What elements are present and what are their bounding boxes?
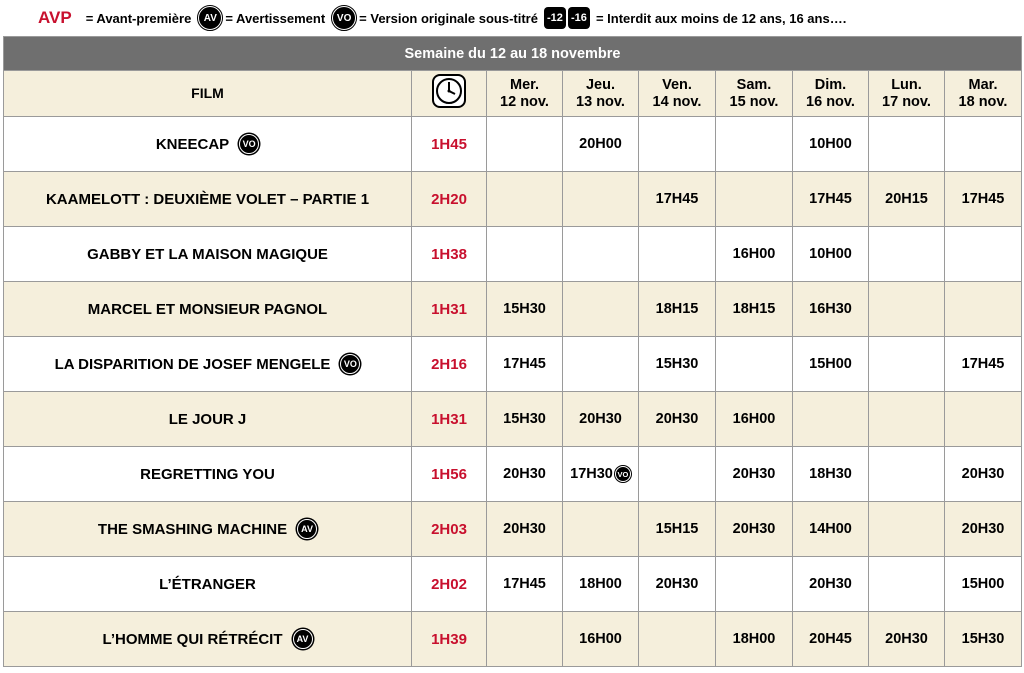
showtime-cell	[869, 557, 945, 612]
day-name: Mer.	[509, 76, 539, 93]
showtime-cell	[563, 227, 639, 282]
film-title-cell	[4, 392, 412, 447]
showtime: 16H00	[732, 246, 776, 262]
film-title: LA DISPARITION DE JOSEF MENGELE	[54, 355, 331, 373]
day-date: 16 nov.	[806, 93, 855, 110]
showtime: 20H15	[885, 191, 928, 207]
vo-badge-icon: VO	[615, 466, 631, 482]
day-date: 14 nov.	[652, 93, 702, 110]
film-title-cell	[4, 117, 412, 172]
showtime: 15H30	[503, 411, 546, 427]
showtime: 18H30	[809, 466, 852, 482]
showtime-cell	[869, 227, 945, 282]
film-duration: 2H02	[412, 557, 487, 612]
film-title: GABBY ET LA MAISON MAGIQUE	[87, 245, 328, 263]
showtime: 16H00	[732, 411, 776, 427]
day-date: 12 nov.	[500, 93, 549, 110]
showtime-cell	[716, 557, 793, 612]
day-column-header	[487, 71, 563, 117]
vo-badge-icon: VO	[333, 7, 355, 29]
vo-text: = Version originale sous-titré	[359, 10, 538, 26]
showtime-cell	[487, 337, 563, 392]
vo-badge-icon: VO	[340, 354, 360, 374]
showtime-cell	[716, 117, 793, 172]
showtime-cell	[716, 612, 793, 667]
showtime-cell	[487, 557, 563, 612]
showtime-cell	[563, 502, 639, 557]
day-name: Mar.	[968, 76, 998, 93]
film-title: THE SMASHING MACHINE	[97, 520, 288, 538]
showtime-cell	[639, 282, 716, 337]
showtime-cell	[945, 392, 1022, 447]
showtime: 20H30	[809, 576, 852, 592]
av-text: = Avertissement	[225, 10, 326, 26]
day-column-header	[716, 71, 793, 117]
showtime: 20H30	[503, 466, 546, 482]
film-duration: 1H56	[412, 447, 487, 502]
av-badge-icon: AV	[199, 7, 221, 29]
film-row	[4, 392, 1022, 447]
showtime-cell	[945, 282, 1022, 337]
day-name: Dim.	[814, 76, 847, 93]
film-row	[4, 227, 1022, 282]
showtime-cell	[487, 502, 563, 557]
day-name: Sam.	[736, 76, 772, 93]
showtime: 20H30	[961, 521, 1005, 537]
showtime: 16H30	[809, 301, 852, 317]
film-title-cell	[4, 447, 412, 502]
legend-bar	[0, 0, 1024, 36]
showtime: 17H45	[503, 576, 546, 592]
showtime-cell	[716, 392, 793, 447]
showtime: 20H30	[961, 466, 1005, 482]
age-12-badge-icon: -12	[544, 7, 566, 29]
showtime-cell	[487, 392, 563, 447]
film-duration: 2H16	[412, 337, 487, 392]
showtime-cell	[639, 447, 716, 502]
showtime-cell	[487, 117, 563, 172]
week-title: Semaine du 12 au 18 novembre	[4, 37, 1022, 71]
av-badge-icon: AV	[293, 629, 313, 649]
showtime-cell	[793, 337, 869, 392]
showtime: 17H45	[961, 356, 1005, 372]
film-title-cell	[4, 502, 412, 557]
showtime: 10H00	[809, 246, 852, 262]
film-duration: 1H39	[412, 612, 487, 667]
showtime-cell	[869, 612, 945, 667]
showtime-cell	[487, 447, 563, 502]
showtime-cell	[487, 172, 563, 227]
schedule-table	[3, 36, 1022, 667]
day-column-header	[869, 71, 945, 117]
showtime: 14H00	[809, 521, 852, 537]
showtime-cell	[716, 227, 793, 282]
film-duration: 1H38	[412, 227, 487, 282]
showtime-cell	[869, 282, 945, 337]
showtime-cell	[793, 557, 869, 612]
showtime: 20H45	[809, 631, 852, 647]
showtime-cell	[793, 227, 869, 282]
showtime: 15H00	[809, 356, 852, 372]
showtime: 18H15	[732, 301, 776, 317]
showtime-cell	[639, 557, 716, 612]
film-title-cell	[4, 557, 412, 612]
day-column-header	[563, 71, 639, 117]
showtime-cell	[869, 117, 945, 172]
showtime: 17H45	[655, 191, 699, 207]
film-title: L’HOMME QUI RÉTRÉCIT	[102, 630, 283, 648]
film-duration: 1H45	[412, 117, 487, 172]
showtime-cell	[945, 447, 1022, 502]
film-title-cell	[4, 612, 412, 667]
showtime-cell	[563, 447, 639, 502]
showtime-cell	[639, 172, 716, 227]
showtime-cell	[639, 502, 716, 557]
showtime-cell	[869, 447, 945, 502]
showtime-cell	[716, 502, 793, 557]
film-row	[4, 117, 1022, 172]
showtime-cell	[639, 117, 716, 172]
film-title: REGRETTING YOU	[140, 465, 275, 483]
day-date: 15 nov.	[729, 93, 779, 110]
showtime-cell	[945, 227, 1022, 282]
film-duration: 1H31	[412, 282, 487, 337]
vo-badge-icon: VO	[239, 134, 259, 154]
film-title-cell	[4, 172, 412, 227]
showtime-cell	[869, 502, 945, 557]
age-text: = Interdit aux moins de 12 ans, 16 ans….	[595, 10, 847, 26]
film-duration: 1H31	[412, 392, 487, 447]
film-title-cell	[4, 337, 412, 392]
film-row	[4, 502, 1022, 557]
showtime: 20H30	[579, 411, 622, 427]
film-row	[4, 557, 1022, 612]
showtime-cell	[563, 557, 639, 612]
showtime: 20H30	[503, 521, 546, 537]
showtime-cell	[716, 447, 793, 502]
day-date: 18 nov.	[958, 93, 1008, 110]
showtime: 20H30	[655, 411, 699, 427]
showtime-cell	[716, 172, 793, 227]
showtime: 15H15	[655, 521, 699, 537]
showtime-cell	[945, 172, 1022, 227]
day-date: 13 nov.	[576, 93, 625, 110]
showtime-cell	[869, 392, 945, 447]
clock-icon	[432, 74, 466, 108]
showtime-cell	[793, 447, 869, 502]
day-date: 17 nov.	[882, 93, 931, 110]
showtime: 17H45	[961, 191, 1005, 207]
showtime-cell	[945, 337, 1022, 392]
showtime-cell	[563, 282, 639, 337]
film-title: LE JOUR J	[168, 410, 247, 428]
showtime-cell	[869, 337, 945, 392]
duration-column-header	[412, 71, 487, 117]
showtime: 18H00	[732, 631, 776, 647]
showtime-cell	[793, 612, 869, 667]
film-title: KAAMELOTT : DEUXIÈME VOLET – PARTIE 1	[45, 190, 370, 208]
showtime: 15H30	[503, 301, 546, 317]
showtime: 15H00	[961, 576, 1005, 592]
showtime-cell	[793, 282, 869, 337]
film-duration: 2H03	[412, 502, 487, 557]
showtime: 17H45	[503, 356, 546, 372]
showtime-cell	[793, 117, 869, 172]
showtime-cell	[945, 502, 1022, 557]
day-name: Lun.	[891, 76, 922, 93]
day-column-header	[793, 71, 869, 117]
showtime-cell	[563, 117, 639, 172]
showtime-cell	[945, 557, 1022, 612]
showtime-cell	[563, 172, 639, 227]
film-column-header: FILM	[4, 71, 412, 117]
showtime-cell	[563, 392, 639, 447]
showtime: 10H00	[809, 136, 852, 152]
showtime-cell	[639, 612, 716, 667]
film-row	[4, 612, 1022, 667]
showtime: 17H45	[809, 191, 852, 207]
showtime: 20H00	[579, 136, 622, 152]
showtime: 15H30	[655, 356, 699, 372]
showtime-cell	[639, 392, 716, 447]
film-title: KNEECAP	[155, 135, 230, 153]
film-row	[4, 282, 1022, 337]
film-duration: 2H20	[412, 172, 487, 227]
showtime-cell	[716, 337, 793, 392]
film-row	[4, 447, 1022, 502]
avp-text: = Avant-première	[85, 10, 192, 26]
film-row	[4, 172, 1022, 227]
showtime: 20H30	[655, 576, 699, 592]
day-name: Ven.	[662, 76, 692, 93]
showtime: 18H15	[655, 301, 699, 317]
showtime-cell	[793, 172, 869, 227]
film-title: L’ÉTRANGER	[159, 575, 256, 593]
day-column-header	[639, 71, 716, 117]
showtime-cell	[945, 612, 1022, 667]
showtime-cell	[793, 392, 869, 447]
showtime-cell	[487, 612, 563, 667]
day-column-header	[945, 71, 1022, 117]
showtime-cell	[487, 282, 563, 337]
day-name: Jeu.	[585, 76, 615, 93]
showtime-cell	[639, 337, 716, 392]
showtime-cell	[869, 172, 945, 227]
showtime-cell	[639, 227, 716, 282]
film-title: MARCEL ET MONSIEUR PAGNOL	[87, 300, 328, 318]
showtime: 16H00	[579, 631, 622, 647]
showtime: 15H30	[961, 631, 1005, 647]
showtime: 17H30	[570, 466, 613, 482]
avp-label: AVP	[38, 8, 72, 27]
showtime: 18H00	[579, 576, 622, 592]
showtime-cell	[945, 117, 1022, 172]
showtime-cell	[716, 282, 793, 337]
showtime-cell	[563, 612, 639, 667]
showtime: 20H30	[885, 631, 928, 647]
film-title-cell	[4, 282, 412, 337]
age-16-badge-icon: -16	[568, 7, 590, 29]
showtime: 20H30	[732, 466, 776, 482]
showtime-cell	[793, 502, 869, 557]
showtime: 20H30	[732, 521, 776, 537]
showtime-cell	[487, 227, 563, 282]
showtime-cell	[563, 337, 639, 392]
film-row	[4, 337, 1022, 392]
film-title-cell	[4, 227, 412, 282]
av-badge-icon: AV	[297, 519, 317, 539]
